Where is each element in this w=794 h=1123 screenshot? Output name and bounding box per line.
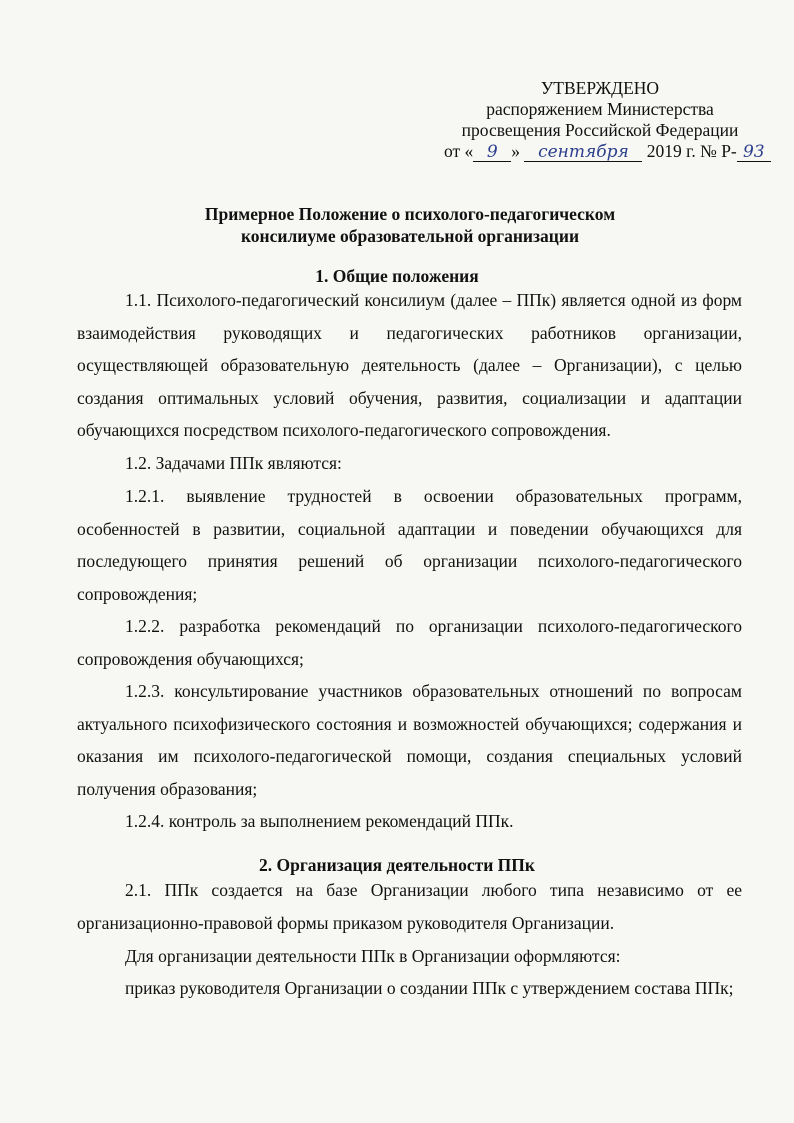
date-mid: » [511,141,521,161]
doc-number-handwritten: 93 [737,143,771,162]
approval-stamp [440,78,765,162]
date-month-handwritten: сентября [524,143,642,162]
paragraph-1-2-4: 1.2.4. контроль за выполнением рекомендаций ППк. [125,811,514,831]
approval-authority: распоряжением Министерства [486,99,714,119]
paragraph-order: приказ руководителя Организации о создании ППк с утверждением состава ППк; [125,978,734,998]
approval-date-line [440,141,765,162]
title-line-2: консилиуме образовательной организации [240,226,580,246]
date-year: 2019 г. № Р- [646,141,737,161]
document-title [150,203,670,247]
paragraph-1-2-1: 1.2.1. выявление трудностей в освоении образовательных программ, особенностей в развитии, социальной адаптации и поведении обучающихся для последующего принятия решений об организации психолого-педагогического сопровождения; [77,486,742,604]
approval-ministry: просвещения Российской Федерации [461,120,739,140]
paragraph-1-2-2: 1.2.2. разработка рекомендаций по организации психолого-педагогического сопровождения обучающихся; [77,616,742,669]
paragraph-1-2: 1.2. Задачами ППк являются: [125,453,342,473]
date-day-handwritten: 9 [473,143,511,162]
approval-title: УТВЕРЖДЕНО [540,78,660,98]
paragraph-1-2-3: 1.2.3. консультирование участников образовательных отношений по вопросам актуального психофизического состояния и возможностей обучающихся; содержания и оказания им психолого-педагогической помощи, создания специальных условий получения образования; [77,681,742,799]
section-1-heading: 1. Общие положения [315,266,479,286]
date-prefix: от « [444,141,474,161]
paragraph-2-1: 2.1. ППк создается на базе Организации любого типа независимо от ее организационно-правовой формы приказом руководителя Организации. [77,880,742,933]
paragraph-docs: Для организации деятельности ППк в Организации оформляются: [125,946,621,966]
paragraph-1-1: 1.1. Психолого-педагогический консилиум (далее – ППк) является одной из форм взаимодействия руководящих и педагогических работников организации, осуществляющей образовательную деятельность (далее – Организации), с целью создания оптимальных условий обучения, развития, социализации и адаптации обучающихся посредством психолого-педагогического сопровождения. [77,290,742,440]
title-line-1: Примерное Положение о психолого-педагогическом [204,204,616,224]
section-2-heading: 2. Организация деятельности ППк [259,855,535,875]
